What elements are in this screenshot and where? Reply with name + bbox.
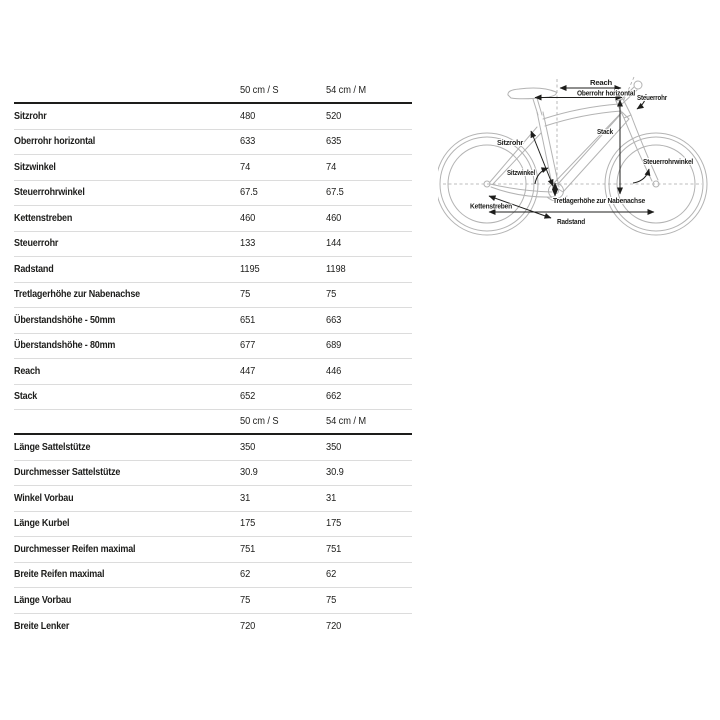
- row-value-m: 460: [326, 212, 342, 224]
- row-value-s: 75: [240, 594, 251, 606]
- row-label: Länge Kurbel: [14, 518, 70, 530]
- row-value-s: 447: [240, 365, 256, 377]
- table-row-laenge-vorbau: [14, 588, 412, 614]
- row-label: Durchmesser Reifen maximal: [14, 543, 136, 555]
- row-label: Sitzwinkel: [14, 161, 56, 173]
- sitzrohr-arrow: [531, 131, 553, 186]
- row-value-s: 1195: [240, 263, 260, 275]
- row-value-s: 460: [240, 212, 256, 224]
- table-row-winkel-vorbau: [14, 486, 412, 512]
- table-row-steuerrohrwinkel: [14, 181, 412, 207]
- row-value-m: 31: [326, 492, 337, 504]
- column-header-size-m: 54 cm / M: [326, 416, 366, 427]
- row-value-s: 175: [240, 518, 256, 530]
- table-row-ueberstand-50: [14, 308, 412, 334]
- row-label: Überstandshöhe - 80mm: [14, 340, 116, 352]
- row-label: Stack: [14, 391, 38, 403]
- row-value-m: 1198: [326, 263, 346, 275]
- row-label: Sitzrohr: [14, 110, 47, 122]
- row-label: Steuerrohrwinkel: [14, 187, 85, 199]
- handlebar-grip: [634, 81, 642, 89]
- row-label: Oberrohr horizontal: [14, 136, 96, 148]
- row-value-s: 74: [240, 161, 251, 173]
- row-value-s: 720: [240, 620, 256, 632]
- steuerrohrwinkel-angle-arrow: [633, 169, 649, 183]
- row-label: Steuerrohr: [14, 238, 59, 250]
- table-row-durchmesser-sattelstuetze: [14, 461, 412, 487]
- row-value-s: 652: [240, 391, 256, 403]
- geometry-table: [14, 78, 412, 639]
- table-row-laenge-kurbel: [14, 512, 412, 538]
- row-label: Länge Vorbau: [14, 594, 72, 606]
- table-row-sitzwinkel: [14, 155, 412, 181]
- row-value-m: 175: [326, 518, 342, 530]
- radstand-label: Radstand: [557, 219, 585, 226]
- row-value-s: 751: [240, 543, 256, 555]
- row-value-s: 633: [240, 136, 256, 148]
- tretlagerhoehe-label: Tretlagerhöhe zur Nabenachse: [553, 198, 646, 205]
- row-value-s: 75: [240, 289, 251, 301]
- row-label: Winkel Vorbau: [14, 492, 74, 504]
- row-value-m: 662: [326, 391, 342, 403]
- row-label: Breite Lenker: [14, 620, 70, 632]
- table-row-steuerrohr: [14, 232, 412, 258]
- row-value-s: 133: [240, 238, 256, 250]
- bike-geometry-diagram: [438, 68, 720, 254]
- head-tube: [616, 99, 631, 118]
- table-header-components: [14, 410, 412, 435]
- table-row-laenge-sattelstuetze: [14, 435, 412, 461]
- column-header-size-m: 54 cm / M: [326, 84, 366, 96]
- diagram-labels: [470, 80, 693, 226]
- table-row-tretlagerhoehe: [14, 283, 412, 309]
- row-value-m: 520: [326, 110, 342, 122]
- steuerrohr-label: Steuerrohr: [637, 95, 668, 102]
- row-label: Breite Reifen maximal: [14, 569, 105, 581]
- table-row-radstand: [14, 257, 412, 283]
- row-value-m: 635: [326, 136, 342, 148]
- table-header-geometry: [14, 78, 412, 104]
- sitzrohr-label: Sitzrohr: [497, 140, 524, 147]
- row-value-m: 67.5: [326, 187, 344, 199]
- column-header-size-s: 50 cm / S: [240, 416, 279, 427]
- row-value-m: 720: [326, 620, 342, 632]
- table-row-kettenstreben: [14, 206, 412, 232]
- row-value-m: 446: [326, 365, 342, 377]
- steuerrohrwinkel-label: Steuerrohrwinkel: [643, 159, 694, 166]
- row-value-m: 30.9: [326, 467, 344, 479]
- row-value-s: 67.5: [240, 187, 258, 199]
- row-value-s: 31: [240, 492, 251, 504]
- row-value-m: 350: [326, 441, 342, 453]
- row-label: Überstandshöhe - 50mm: [14, 314, 116, 326]
- table-row-stack: [14, 385, 412, 411]
- row-value-m: 663: [326, 314, 342, 326]
- table-row-reach: [14, 359, 412, 385]
- row-value-s: 651: [240, 314, 256, 326]
- row-label: Tretlagerhöhe zur Nabenachse: [14, 289, 141, 301]
- table-row-durchmesser-reifen: [14, 537, 412, 563]
- row-value-m: 144: [326, 238, 342, 250]
- row-label: Länge Sattelstütze: [14, 441, 91, 453]
- row-label: Kettenstreben: [14, 212, 73, 224]
- stack-label: Stack: [597, 129, 614, 136]
- row-value-s: 30.9: [240, 467, 258, 479]
- row-value-m: 689: [326, 340, 342, 352]
- kettenstreben-label: Kettenstreben: [470, 203, 512, 211]
- row-label: Radstand: [14, 263, 54, 275]
- row-label: Reach: [14, 365, 41, 377]
- row-value-s: 677: [240, 340, 256, 352]
- row-label: Durchmesser Sattelstütze: [14, 467, 121, 479]
- table-row-breite-reifen: [14, 563, 412, 589]
- row-value-m: 751: [326, 543, 342, 555]
- oberrohr-label: Oberrohr horizontal: [577, 90, 636, 98]
- sitzwinkel-label: Sitzwinkel: [507, 170, 536, 177]
- row-value-s: 480: [240, 110, 256, 122]
- table-row-sitzrohr: [14, 104, 412, 130]
- row-value-m: 75: [326, 594, 337, 606]
- table-row-ueberstand-80: [14, 334, 412, 360]
- reach-label: Reach: [590, 80, 612, 87]
- row-value-s: 62: [240, 569, 251, 581]
- row-value-m: 75: [326, 289, 337, 301]
- column-header-size-s: 50 cm / S: [240, 84, 279, 96]
- table-row-breite-lenker: [14, 614, 412, 640]
- table-row-oberrohr: [14, 130, 412, 156]
- row-value-s: 350: [240, 441, 256, 453]
- row-value-m: 74: [326, 161, 337, 173]
- row-value-m: 62: [326, 569, 337, 581]
